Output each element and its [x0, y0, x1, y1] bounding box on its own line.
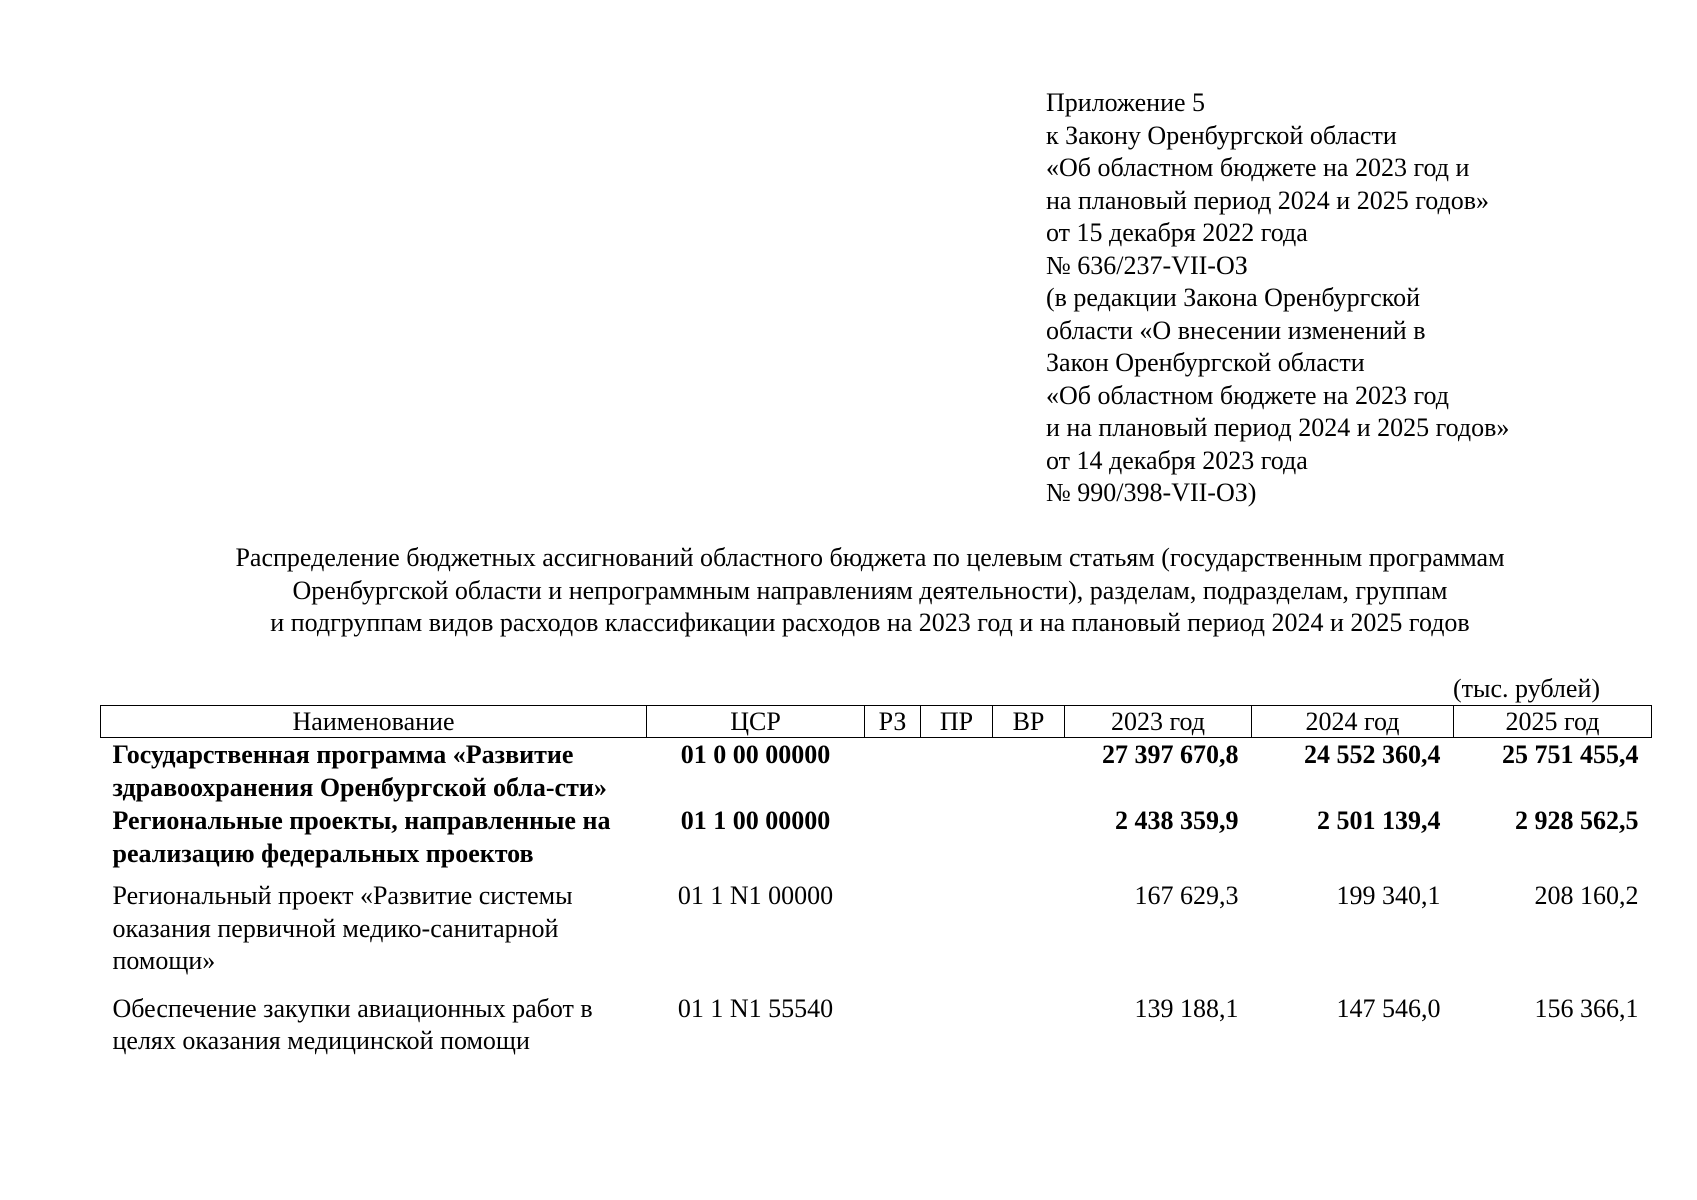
header-pr: ПР [921, 706, 993, 738]
row-pr [921, 993, 993, 1073]
appendix-line: от 15 декабря 2022 года [1046, 218, 1308, 247]
title-line: Распределение бюджетных ассигнований областного бюджета по целевым статьям (государственным программам [235, 543, 1505, 572]
table-row [101, 805, 1652, 880]
table-header-row [101, 706, 1652, 738]
row-2023: 27 397 670,8 [1102, 740, 1239, 769]
table-row [101, 993, 1652, 1073]
row-vr [993, 805, 1065, 880]
row-2023: 139 188,1 [1134, 993, 1239, 1023]
row-2025: 156 366,1 [1534, 993, 1639, 1023]
row-pr [921, 738, 993, 806]
appendix-line: Приложение 5 [1046, 88, 1206, 117]
row-2023: 167 629,3 [1134, 881, 1239, 910]
row-2024: 199 340,1 [1336, 881, 1441, 910]
row-csr: 01 1 00 00000 [680, 806, 831, 835]
row-pr [921, 880, 993, 993]
header-2023: 2023 год [1065, 706, 1252, 738]
header-2024: 2024 год [1252, 706, 1454, 738]
row-rz [865, 880, 921, 993]
row-pr [921, 805, 993, 880]
appendix-line: и на плановый период 2024 и 2025 годов» [1046, 413, 1510, 442]
header-vr: ВР [993, 706, 1065, 738]
row-name: Региональный проект «Развитие системы оказания первичной медико-санитарной помощи» [112, 881, 573, 975]
appendix-line: от 14 декабря 2023 года [1046, 445, 1308, 475]
row-name: Региональные проекты, направленные на реализацию федеральных проектов [112, 806, 611, 868]
table-row [101, 880, 1652, 993]
row-rz [865, 993, 921, 1073]
row-2023: 2 438 359,9 [1115, 806, 1239, 835]
appendix-line: «Об областном бюджете на 2023 год [1046, 380, 1449, 410]
row-vr [993, 738, 1065, 806]
appendix-line: № 990/398-VII-ОЗ) [1046, 478, 1257, 507]
row-csr: 01 1 N1 55540 [677, 993, 834, 1023]
header-2025: 2025 год [1454, 706, 1652, 738]
row-vr [993, 993, 1065, 1073]
appendix-line: «Об областном бюджете на 2023 год и [1046, 153, 1470, 182]
header-name: Наименование [101, 706, 647, 738]
row-vr [993, 880, 1065, 993]
title-line: Оренбургской области и непрограммным направлениям деятельности), разделам, подразделам, группам [292, 575, 1448, 605]
row-2024: 24 552 360,4 [1304, 740, 1441, 769]
title-line: и подгруппам видов расходов классификации расходов на 2023 год и на плановый период 2024 и 2025 годов [270, 608, 1470, 637]
row-rz [865, 805, 921, 880]
row-2025: 208 160,2 [1534, 881, 1639, 910]
row-csr: 01 1 N1 00000 [677, 881, 834, 910]
appendix-line: Закон Оренбургской области [1046, 348, 1365, 377]
appendix-line: (в редакции Закона Оренбургской [1046, 283, 1421, 312]
row-name: Обеспечение закупки авиационных работ в целях оказания медицинской помощи [112, 993, 593, 1055]
budget-table [100, 705, 1652, 1073]
row-2025: 25 751 455,4 [1502, 740, 1639, 769]
document-title [60, 542, 1680, 640]
row-2025: 2 928 562,5 [1515, 806, 1639, 835]
appendix-header [1046, 87, 1686, 510]
units-label: (тыс. рублей) [1453, 674, 1601, 703]
appendix-line: к Закону Оренбургской области [1046, 120, 1397, 150]
appendix-line: на плановый период 2024 и 2025 годов» [1046, 185, 1489, 215]
header-csr: ЦСР [647, 706, 865, 738]
table-row [101, 738, 1652, 806]
appendix-line: области «О внесении изменений в [1046, 315, 1426, 345]
appendix-line: № 636/237-VII-ОЗ [1046, 250, 1248, 280]
row-2024: 147 546,0 [1336, 993, 1441, 1023]
row-2024: 2 501 139,4 [1317, 806, 1441, 835]
header-rz: РЗ [865, 706, 921, 738]
row-name: Государственная программа «Развитие здравоохранения Оренбургской обла-сти» [112, 740, 607, 802]
row-rz [865, 738, 921, 806]
row-csr: 01 0 00 00000 [680, 740, 831, 769]
